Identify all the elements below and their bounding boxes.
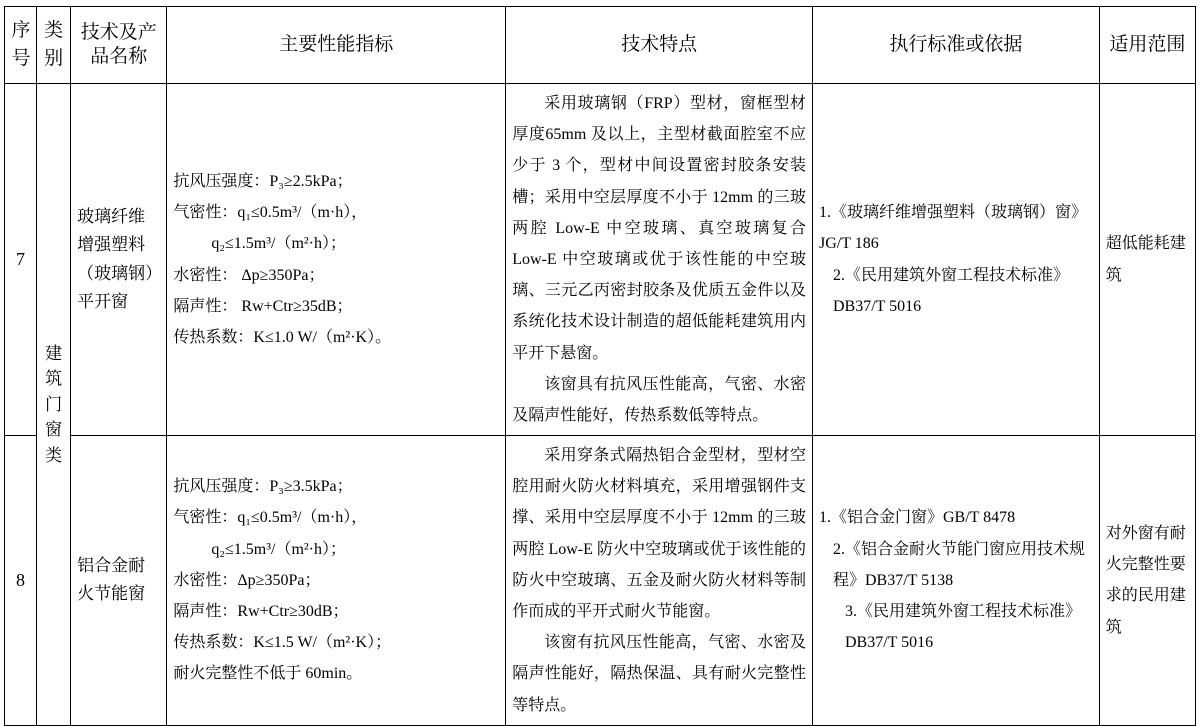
header-scope-label: 适用范围 [1109, 34, 1186, 56]
performance-line: 水密性：Δp≥350Pa； [173, 571, 321, 589]
row-scope: 超低能耗建筑 [1099, 84, 1195, 436]
row-scope: 对外窗有耐火完整性要求的民用建筑 [1099, 436, 1195, 726]
row-performance [167, 436, 506, 726]
performance-line: 水密性： Δp≥350Pa； [173, 266, 325, 284]
table-row [5, 84, 1196, 436]
performance-line: q₂≤1.5m³/（m²·h）； [211, 235, 347, 253]
table-header-row [5, 7, 1196, 84]
feature-paragraph: 该窗具有抗风压性能高，气密、水密及隔声性能好，传热系数低等特点。 [512, 375, 806, 424]
row-product-name: 铝合金耐火节能窗 [71, 436, 167, 726]
performance-line: 隔声性：Rw+Ctr≥30dB； [173, 603, 349, 620]
performance-line: 隔声性： Rw+Ctr≥35dB； [173, 297, 353, 315]
row-category-label: 建筑门窗类 [45, 343, 63, 465]
row-seq: 8 [5, 436, 37, 726]
header-seq-label: 序号 [11, 20, 31, 69]
header-name [71, 7, 167, 84]
row-features [506, 436, 813, 726]
feature-paragraph: 该窗有抗风压性能高，气密、水密及隔声性能好，隔热保温、具有耐火完整性等特点。 [512, 634, 806, 714]
row-performance [167, 84, 506, 436]
header-features-label: 技术特点 [621, 34, 698, 56]
performance-line: 传热系数：K≤1.5 W/（m²·K）； [173, 634, 392, 652]
header-category [37, 7, 71, 84]
row-category [37, 84, 71, 726]
standard-item: 3.《民用建筑外窗工程技术标准》DB37/T 5016 [845, 603, 1082, 652]
header-seq [5, 7, 37, 84]
row-features [506, 84, 813, 436]
row-product-name: 玻璃纤维增强塑料（玻璃钢）平开窗 [71, 84, 167, 436]
feature-paragraph: 采用玻璃钢（FRP）型材，窗框型材厚度65mm 及以上，主型材截面腔室不应少于 3 个，型材中间设置密封胶条安装槽；采用中空层厚度不小于 12mm 的三玻两腔 Low-E 中空玻璃、真空玻璃复合 Low-E 中空玻璃或优于该性能的中空玻璃、三元乙丙密封胶条及优质五金件以及系统化技术设计制造的超低能耗建筑用内平开下悬窗。 [512, 95, 806, 362]
header-features [506, 7, 813, 84]
standard-item: 1.《玻璃纤维增强塑料（玻璃钢）窗》JG/T 186 [819, 204, 1088, 253]
performance-line: 抗风压强度：P₃≥2.5kPa； [173, 172, 353, 190]
row-standards [813, 84, 1100, 436]
performance-line: 抗风压强度：P₃≥3.5kPa； [173, 478, 353, 496]
header-standard-label: 执行标准或依据 [889, 34, 1023, 56]
performance-line: q₂≤1.5m³/（m²·h）； [211, 540, 347, 558]
performance-line: 耐火完整性不低于 60min。 [173, 665, 363, 683]
specification-table [4, 6, 1196, 726]
header-name-label: 技术及产品名称 [80, 22, 157, 67]
header-standard [813, 7, 1100, 84]
performance-line: 气密性：q₁≤0.5m³/（m·h）， [173, 509, 368, 527]
header-performance [167, 7, 506, 84]
standard-item: 2.《民用建筑外窗工程技术标准》DB37/T 5016 [833, 266, 1070, 315]
header-scope [1099, 7, 1195, 84]
feature-paragraph: 采用穿条式隔热铝合金型材，型材空腔用耐火防火材料填充，采用增强钢件支撑、采用中空层厚度不小于 12mm 的三玻两腔 Low-E 防火中空玻璃或优于该性能的防火中空玻璃、五金及耐火防火材料等制作而成的平开式耐火节能窗。 [512, 447, 806, 620]
standard-item: 1.《铝合金门窗》GB/T 8478 [819, 509, 1016, 527]
header-category-label: 类别 [44, 20, 64, 69]
performance-line: 气密性：q₁≤0.5m³/（m·h）， [173, 204, 368, 222]
row-standards [813, 436, 1100, 726]
row-seq: 7 [5, 84, 37, 436]
table-row [5, 436, 1196, 726]
header-performance-label: 主要性能指标 [279, 34, 394, 56]
performance-line: 传热系数：K≤1.0 W/（m²·K）。 [173, 328, 392, 346]
standard-item: 2.《铝合金耐火节能门窗应用技术规程》DB37/T 5138 [833, 540, 1086, 589]
